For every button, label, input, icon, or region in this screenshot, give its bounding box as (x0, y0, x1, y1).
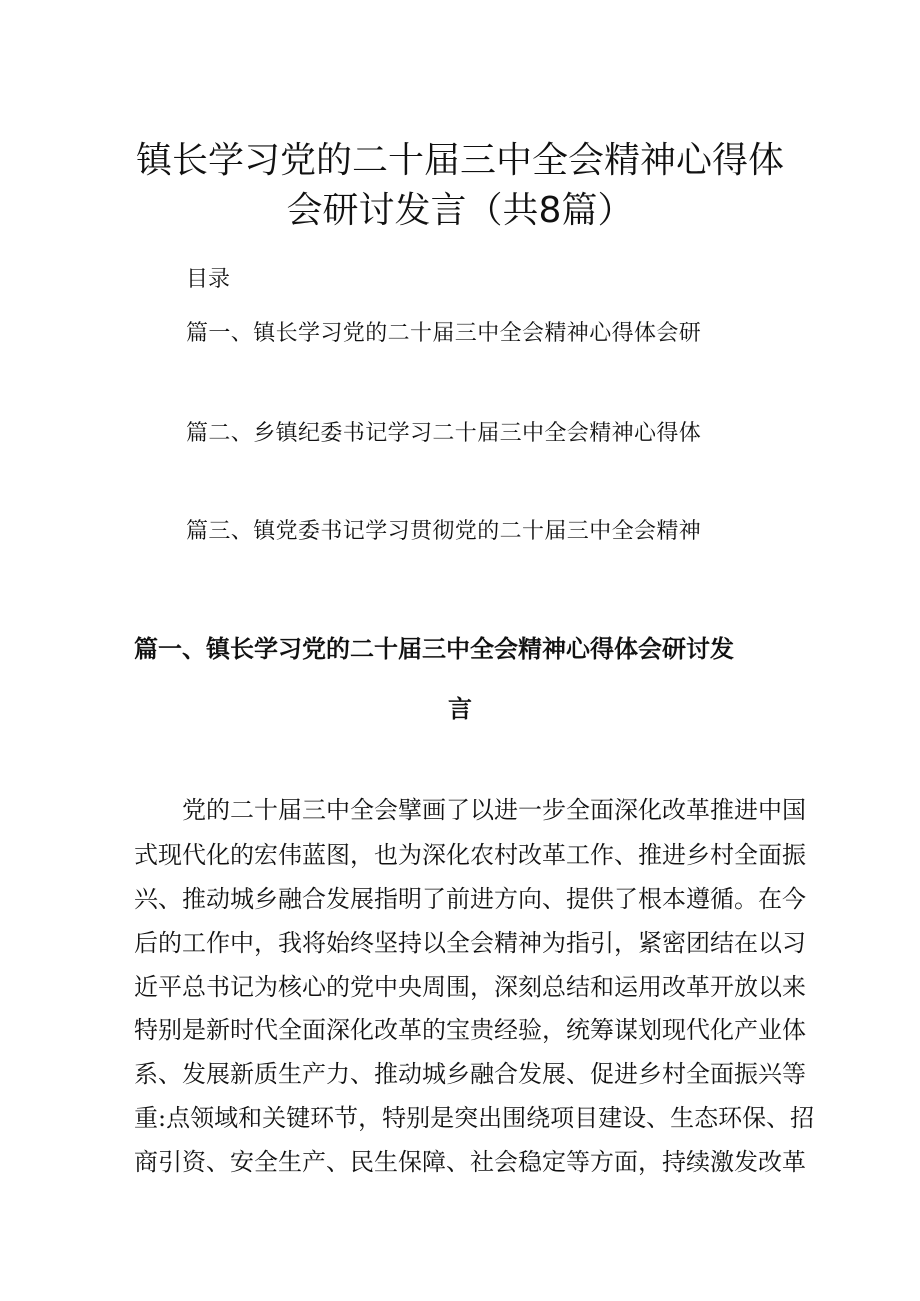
toc-item-2[interactable]: 篇二、乡镇纪委书记学习二十届三中全会精神心得体 (186, 421, 702, 446)
body-line: 式现代化的宏伟蓝图，也为深化农村改革工作、推进乡村全面振 (134, 841, 806, 869)
section-heading-line-1: 篇一、镇长学习党的二十届三中全会精神心得体会研讨发 (134, 635, 734, 663)
toc-item-3[interactable]: 篇三、镇党委书记学习贯彻党的二十届三中全会精神 (186, 519, 702, 544)
body-line: 系、发展新质生产力、推动城乡融合发展、促进乡村全面振兴等 (134, 1060, 806, 1088)
body-line: 近平总书记为核心的党中央周围，深刻总结和运用改革开放以来 (134, 973, 806, 1001)
toc-heading: 目录 (186, 267, 231, 292)
toc-item-1[interactable]: 篇一、镇长学习党的二十届三中全会精神心得体会研 (186, 321, 702, 346)
body-line: 重:点领域和关键环节，特别是突出围绕项目建设、生态环保、招 (134, 1104, 815, 1132)
body-line: 后的工作中，我将始终坚持以全会精神为指引，紧密团结在以习 (134, 929, 806, 957)
document-title-line-1: 镇长学习党的二十届三中全会精神心得体 (135, 140, 784, 181)
body-line: 商引资、安全生产、民生保障、社会稳定等方面，持续激发改革 (134, 1148, 806, 1176)
section-heading-line-2: 言 (448, 695, 472, 723)
body-line: 兴、推动城乡融合发展指明了前进方向、提供了根本遵循。在今 (134, 885, 806, 913)
body-line: 特别是新时代全面深化改革的宝贵经验，统筹谋划现代化产业体 (134, 1016, 806, 1044)
document-title-line-2: 会研讨发言（共8篇） (286, 190, 634, 231)
body-line: 党的二十届三中全会擘画了以进一步全面深化改革推进中国 (134, 796, 806, 824)
